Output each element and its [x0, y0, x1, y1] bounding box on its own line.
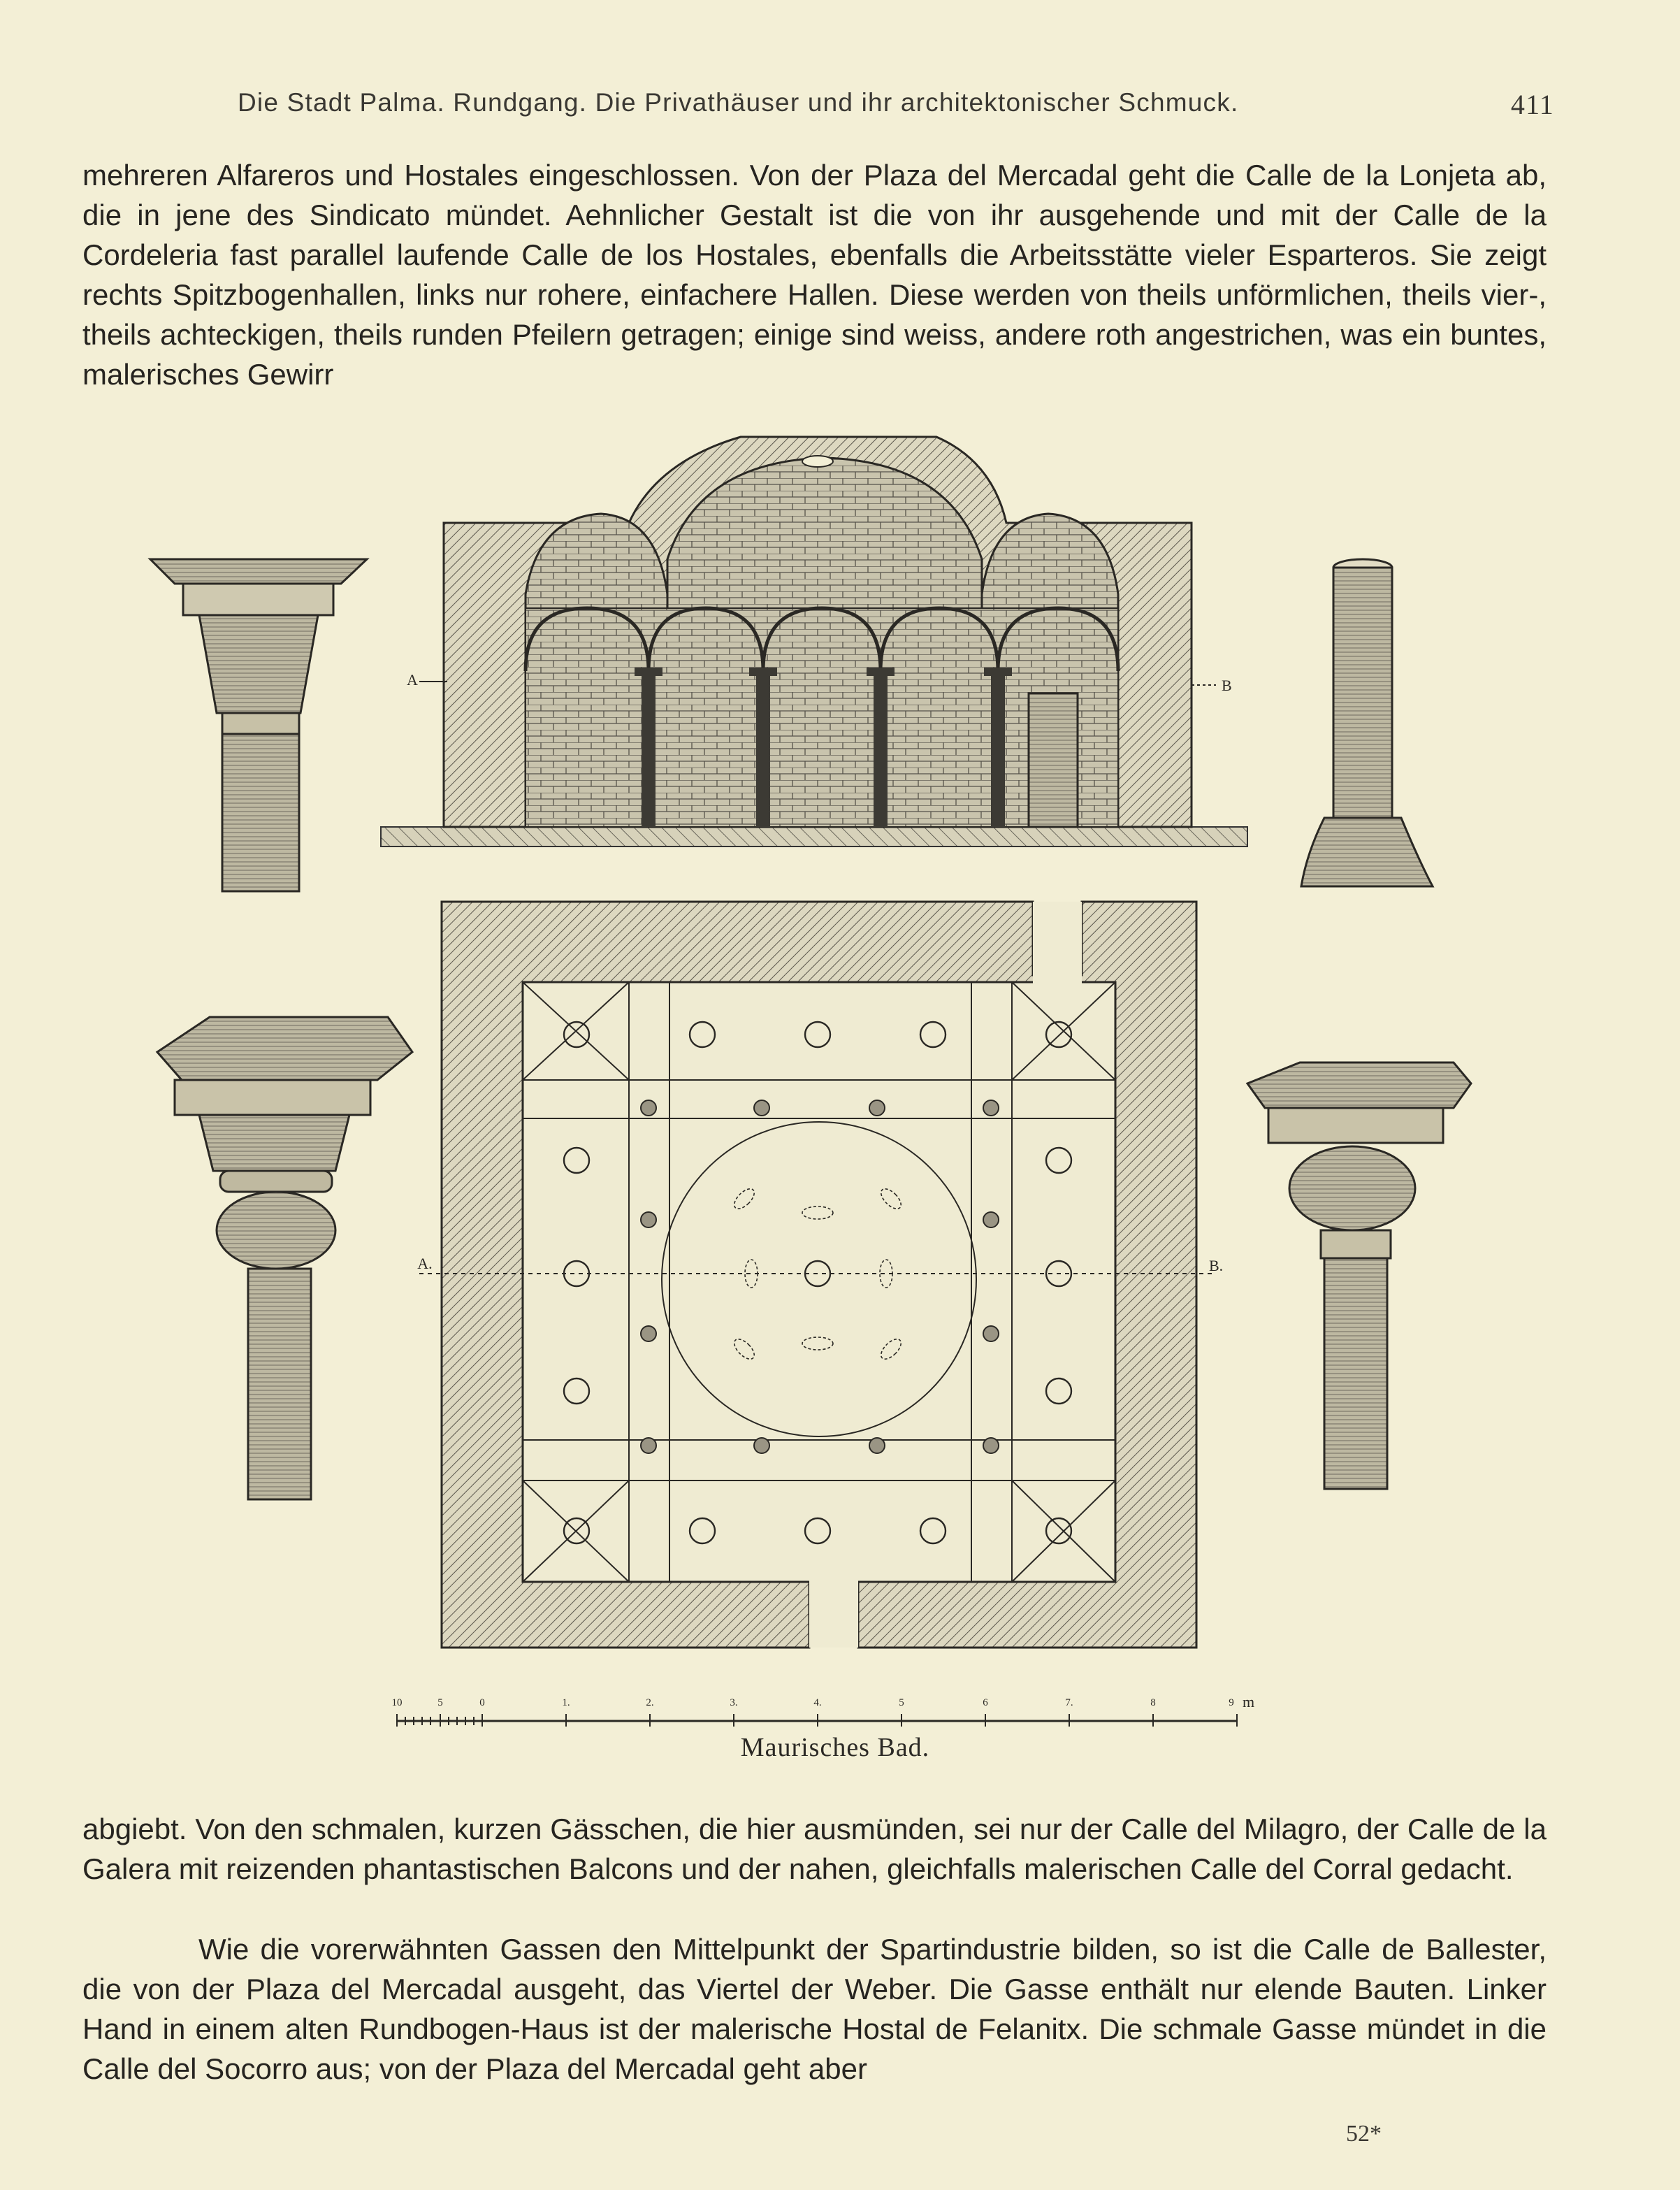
running-title: Die Stadt Palma. Rundgang. Die Privathäuser und ihr architektonischer Schmuck. — [238, 88, 1239, 117]
scale-tick: 5 — [437, 1697, 443, 1708]
scale-bar — [392, 1693, 1255, 1727]
scale-tick: 5 — [899, 1697, 904, 1708]
page-number: 411 — [1510, 89, 1554, 120]
signature-mark: 52* — [1346, 2121, 1382, 2147]
figure-caption: Maurisches Bad. — [740, 1733, 930, 1762]
scale-tick: 1. — [562, 1697, 570, 1708]
section-label-a: A — [407, 671, 418, 689]
scale-tick: 10 — [391, 1697, 403, 1708]
plan-label-b: B. — [1209, 1257, 1224, 1274]
bath-floor-plan — [419, 902, 1216, 1648]
capital-drawing-bottom-left — [157, 1017, 412, 1499]
capital-drawing-bottom-right — [1247, 1062, 1471, 1489]
scale-tick: 4. — [813, 1697, 822, 1708]
bottom-paragraph-1: abgiebt. Von den schmalen, kurzen Gässchen, die hier ausmünden, sei nur der Calle del Milagro, der Calle de la Galera mit reizenden phantastischen Balcons und der nahen, gleichfalls malerischen Calle del Corral gedacht. — [82, 1813, 1547, 1885]
bath-section-elevation — [381, 437, 1247, 847]
scale-tick: 2. — [646, 1697, 654, 1708]
section-label-b: B — [1222, 677, 1232, 694]
scale-tick: 0 — [479, 1697, 485, 1708]
plan-label-a: A. — [417, 1255, 433, 1272]
scale-tick: 7. — [1065, 1697, 1073, 1708]
scale-tick: 8 — [1150, 1697, 1156, 1708]
scale-tick: 6 — [983, 1697, 988, 1708]
scale-tick: 9 — [1229, 1697, 1234, 1708]
scale-tick: 3. — [730, 1697, 738, 1708]
capital-drawing-top-left — [150, 559, 367, 891]
top-paragraph: mehreren Alfareros und Hostales eingeschlossen. Von der Plaza del Mercadal geht die Calle de la Lonjeta ab, die in jene des Sindicato mündet. Aehnlicher Gestalt ist die von ihr ausgehende und mit der Calle de la Cordeleria fast parallel laufende Calle de los Hostales, ebenfalls die Arbeitsstätte vieler Esparteros. Sie zeigt rechts Spitzbogenhallen, links nur rohere, einfachere Hallen. Diese werden von theils unförmlichen, theils vier-, theils achteckigen, theils runden Pfeilern getragen; einige sind weiss, andere roth angestrichen, was ein buntes, malerisches Gewirr — [82, 159, 1547, 391]
scale-unit: m — [1243, 1693, 1255, 1710]
bottom-paragraph-2: Wie die vorerwähnten Gassen den Mittelpunkt der Spartindustrie bilden, so ist die Calle de Ballester, die von der Plaza del Mercadal ausgeht, das Viertel der Weber. Die Gasse enthält nur elende Bauten. Linker Hand in einem alten Rundbogen-Haus ist der malerische Hostal de Felanitx. Die schmale Gasse mündet in die Calle del Socorro aus; von der Plaza del Mercadal geht aber — [82, 1933, 1547, 2085]
column-drawing-top-right — [1301, 559, 1433, 886]
